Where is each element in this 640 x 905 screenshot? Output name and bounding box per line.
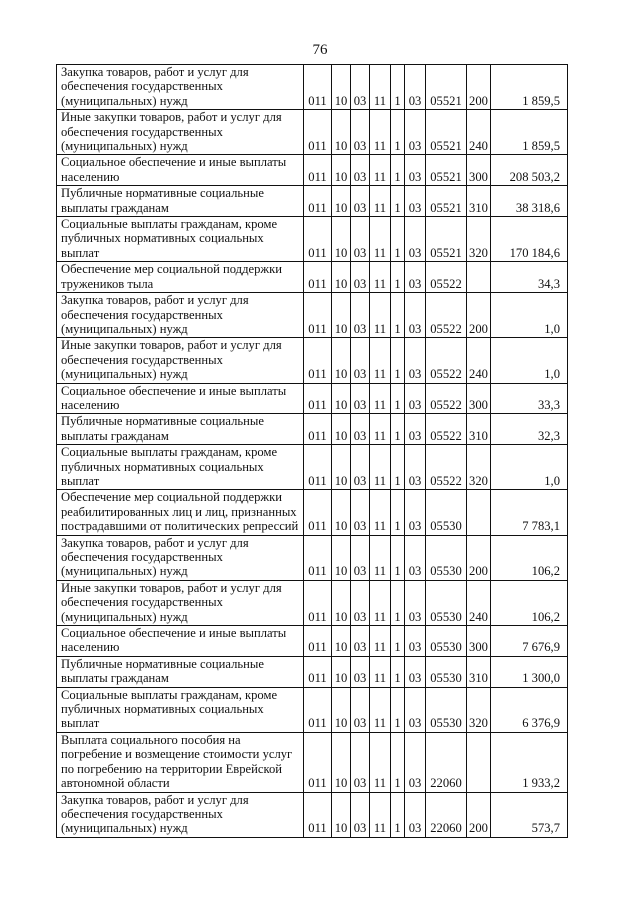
description-line: обеспечения государственных [61,806,223,821]
amount: 7 783,1 [491,490,568,535]
direction-code: 05522 [426,338,467,383]
direction-code: 22060 [426,792,467,837]
table-row [57,490,568,535]
page-number: 76 [312,42,328,58]
subprogram-code: 1 [391,186,405,217]
ministry-code: 011 [304,110,332,155]
description-line: Публичные нормативные социальные [61,414,264,429]
subsection-code: 03 [351,490,370,535]
description-line: (муниципальных) нужд [61,609,188,624]
program-code: 11 [370,414,391,445]
direction-code: 05530 [426,535,467,580]
description-line: выплаты гражданам [61,200,169,215]
description-line: обеспечения государственных [61,307,223,322]
description-line: Социальные выплаты гражданам, кроме [61,687,278,702]
ministry-code: 011 [304,580,332,625]
subsection-code: 03 [351,792,370,837]
subprogram-code: 1 [391,656,405,687]
section-code: 10 [332,626,351,657]
subsection-code: 03 [351,110,370,155]
section-code: 10 [332,732,351,792]
description-line: выплаты гражданам [61,671,169,686]
description-line: выплат [61,716,100,731]
subprogram-code: 1 [391,732,405,792]
row-description [57,383,304,414]
expense-type-code: 200 [467,293,491,338]
description-line: Закупка товаров, работ и услуг для [61,293,249,308]
direction-code: 05530 [426,626,467,657]
ministry-code: 011 [304,186,332,217]
direction-code: 05530 [426,490,467,535]
amount: 573,7 [491,792,568,837]
description-line: обеспечения государственных [61,124,223,139]
table-row [57,65,568,110]
section-code: 10 [332,490,351,535]
table-row [57,110,568,155]
description-line: Социальное обеспечение и иные выплаты [61,626,287,641]
subprogram-code: 1 [391,293,405,338]
amount: 38 318,6 [491,186,568,217]
ministry-code: 011 [304,217,332,262]
table-row [57,626,568,657]
program-code: 11 [370,535,391,580]
section-code: 10 [332,186,351,217]
description-line: Закупка товаров, работ и услуг для [61,65,249,79]
row-description [57,445,304,490]
description-line: выплаты гражданам [61,428,169,443]
description-line: Закупка товаров, работ и услуг для [61,535,249,550]
description-line: населению [61,397,120,412]
subsection-code: 03 [351,65,370,110]
expense-type-code: 320 [467,445,491,490]
expense-type-code [467,490,491,535]
description-line: выплат [61,473,100,488]
table-row [57,262,568,293]
ministry-code: 011 [304,490,332,535]
expense-type-code: 320 [467,687,491,732]
program-code: 11 [370,383,391,414]
description-line: Закупка товаров, работ и услуг для [61,792,249,807]
description-line: (муниципальных) нужд [61,564,188,579]
subprogram-code: 1 [391,490,405,535]
table-row [57,383,568,414]
description-line: публичных нормативных социальных [61,231,264,246]
direction-code: 05522 [426,293,467,338]
subprogram-code: 1 [391,338,405,383]
row-description [57,687,304,732]
subsection-code: 03 [351,217,370,262]
ministry-code: 011 [304,155,332,186]
program-code: 11 [370,445,391,490]
section-code: 10 [332,293,351,338]
description-line: (муниципальных) нужд [61,367,188,382]
section-code: 10 [332,792,351,837]
subsection-code: 03 [351,414,370,445]
table-row [57,414,568,445]
expense-type-code [467,732,491,792]
row-description [57,186,304,217]
row-description [57,262,304,293]
subprogram-code: 1 [391,65,405,110]
direction-code: 05530 [426,580,467,625]
event-code: 03 [405,186,426,217]
direction-code: 05521 [426,217,467,262]
event-code: 03 [405,262,426,293]
row-description [57,65,304,110]
description-line: обеспечения государственных [61,352,223,367]
description-line: тружеников тыла [61,276,154,291]
program-code: 11 [370,338,391,383]
direction-code: 05530 [426,687,467,732]
row-description [57,490,304,535]
event-code: 03 [405,445,426,490]
description-line: (муниципальных) нужд [61,139,188,154]
description-line: Социальное обеспечение и иные выплаты [61,383,287,398]
ministry-code: 011 [304,792,332,837]
description-line: (муниципальных) нужд [61,93,188,108]
section-code: 10 [332,414,351,445]
section-code: 10 [332,687,351,732]
expense-type-code: 200 [467,792,491,837]
expense-type-code: 200 [467,535,491,580]
section-code: 10 [332,656,351,687]
amount: 1,0 [491,445,568,490]
budget-table [56,64,568,838]
expense-type-code: 240 [467,338,491,383]
direction-code: 05522 [426,414,467,445]
amount: 33,3 [491,383,568,414]
amount: 7 676,9 [491,626,568,657]
table-row [57,293,568,338]
event-code: 03 [405,580,426,625]
expense-type-code: 200 [467,65,491,110]
direction-code: 05522 [426,383,467,414]
description-line: обеспечения государственных [61,550,223,564]
expense-type-code: 240 [467,110,491,155]
subprogram-code: 1 [391,217,405,262]
subsection-code: 03 [351,580,370,625]
amount: 1,0 [491,338,568,383]
section-code: 10 [332,580,351,625]
description-line: погребение и возмещение стоимости услуг [61,747,293,762]
program-code: 11 [370,110,391,155]
expense-type-code: 310 [467,656,491,687]
event-code: 03 [405,687,426,732]
description-line: населению [61,169,120,184]
row-description [57,338,304,383]
description-line: публичных нормативных социальных [61,702,264,717]
table-row [57,535,568,580]
subsection-code: 03 [351,445,370,490]
description-line: (муниципальных) нужд [61,321,188,336]
direction-code: 22060 [426,732,467,792]
program-code: 11 [370,262,391,293]
description-line: Иные закупки товаров, работ и услуг для [61,580,282,595]
program-code: 11 [370,217,391,262]
ministry-code: 011 [304,445,332,490]
section-code: 10 [332,217,351,262]
section-code: 10 [332,383,351,414]
event-code: 03 [405,490,426,535]
direction-code: 05521 [426,65,467,110]
section-code: 10 [332,535,351,580]
amount: 208 503,2 [491,155,568,186]
table-row [57,445,568,490]
amount: 1 859,5 [491,110,568,155]
program-code: 11 [370,186,391,217]
subprogram-code: 1 [391,414,405,445]
description-line: пострадавшими от политических репрессий [61,519,299,534]
description-line: Публичные нормативные социальные [61,656,264,671]
table-row [57,732,568,792]
subprogram-code: 1 [391,792,405,837]
program-code: 11 [370,687,391,732]
subsection-code: 03 [351,732,370,792]
amount: 1 859,5 [491,65,568,110]
program-code: 11 [370,490,391,535]
table-row [57,580,568,625]
ministry-code: 011 [304,293,332,338]
event-code: 03 [405,217,426,262]
event-code: 03 [405,626,426,657]
expense-type-code: 300 [467,626,491,657]
subsection-code: 03 [351,186,370,217]
row-description [57,110,304,155]
row-description [57,580,304,625]
event-code: 03 [405,792,426,837]
event-code: 03 [405,293,426,338]
subprogram-code: 1 [391,535,405,580]
program-code: 11 [370,792,391,837]
expense-type-code: 300 [467,155,491,186]
direction-code: 05521 [426,155,467,186]
ministry-code: 011 [304,687,332,732]
subprogram-code: 1 [391,110,405,155]
subprogram-code: 1 [391,580,405,625]
description-line: Социальные выплаты гражданам, кроме [61,217,278,232]
description-line: Социальные выплаты гражданам, кроме [61,445,278,460]
ministry-code: 011 [304,626,332,657]
event-code: 03 [405,155,426,186]
program-code: 11 [370,626,391,657]
event-code: 03 [405,535,426,580]
ministry-code: 011 [304,338,332,383]
subprogram-code: 1 [391,262,405,293]
ministry-code: 011 [304,65,332,110]
amount: 34,3 [491,262,568,293]
program-code: 11 [370,155,391,186]
program-code: 11 [370,580,391,625]
event-code: 03 [405,656,426,687]
description-line: Обеспечение мер социальной поддержки [61,262,282,277]
event-code: 03 [405,383,426,414]
description-line: публичных нормативных социальных [61,459,264,474]
direction-code: 05522 [426,445,467,490]
ministry-code: 011 [304,732,332,792]
section-code: 10 [332,445,351,490]
event-code: 03 [405,732,426,792]
amount: 170 184,6 [491,217,568,262]
direction-code: 05521 [426,186,467,217]
amount: 6 376,9 [491,687,568,732]
expense-type-code: 310 [467,186,491,217]
row-description [57,535,304,580]
table-row [57,656,568,687]
table-row [57,687,568,732]
subsection-code: 03 [351,656,370,687]
ministry-code: 011 [304,383,332,414]
subsection-code: 03 [351,383,370,414]
subsection-code: 03 [351,687,370,732]
event-code: 03 [405,414,426,445]
table-row [57,186,568,217]
expense-type-code: 320 [467,217,491,262]
row-description [57,414,304,445]
description-line: выплат [61,245,100,260]
description-line: обеспечения государственных [61,79,223,94]
subprogram-code: 1 [391,155,405,186]
program-code: 11 [370,293,391,338]
subsection-code: 03 [351,155,370,186]
description-line: Обеспечение мер социальной поддержки [61,490,282,505]
section-code: 10 [332,110,351,155]
subsection-code: 03 [351,293,370,338]
description-line: Выплата социального пособия на [61,732,241,747]
event-code: 03 [405,110,426,155]
amount: 1 933,2 [491,732,568,792]
description-line: населению [61,640,120,655]
expense-type-code [467,262,491,293]
row-description [57,626,304,657]
program-code: 11 [370,65,391,110]
event-code: 03 [405,338,426,383]
subsection-code: 03 [351,535,370,580]
subsection-code: 03 [351,626,370,657]
direction-code: 05521 [426,110,467,155]
description-line: Публичные нормативные социальные [61,186,264,201]
description-line: по погребению на территории Еврейской [61,761,282,776]
row-description [57,293,304,338]
description-line: Социальное обеспечение и иные выплаты [61,155,287,170]
subprogram-code: 1 [391,626,405,657]
program-code: 11 [370,732,391,792]
expense-type-code: 240 [467,580,491,625]
subprogram-code: 1 [391,445,405,490]
ministry-code: 011 [304,414,332,445]
description-line: (муниципальных) нужд [61,821,188,836]
program-code: 11 [370,656,391,687]
section-code: 10 [332,65,351,110]
amount: 106,2 [491,580,568,625]
subprogram-code: 1 [391,687,405,732]
table-row [57,792,568,837]
expense-type-code: 300 [467,383,491,414]
subsection-code: 03 [351,338,370,383]
ministry-code: 011 [304,656,332,687]
table-row [57,217,568,262]
description-line: обеспечения государственных [61,595,223,610]
row-description [57,656,304,687]
subprogram-code: 1 [391,383,405,414]
amount: 32,3 [491,414,568,445]
row-description [57,792,304,837]
subsection-code: 03 [351,262,370,293]
row-description [57,732,304,792]
section-code: 10 [332,338,351,383]
amount: 106,2 [491,535,568,580]
description-line: реабилитированных лиц и лиц, признанных [61,504,297,519]
ministry-code: 011 [304,535,332,580]
description-line: Иные закупки товаров, работ и услуг для [61,338,282,353]
row-description [57,217,304,262]
direction-code: 05522 [426,262,467,293]
amount: 1,0 [491,293,568,338]
section-code: 10 [332,155,351,186]
description-line: Иные закупки товаров, работ и услуг для [61,110,282,125]
description-line: автономной области [61,776,170,791]
table-row [57,155,568,186]
section-code: 10 [332,262,351,293]
row-description [57,155,304,186]
event-code: 03 [405,65,426,110]
expense-type-code: 310 [467,414,491,445]
ministry-code: 011 [304,262,332,293]
amount: 1 300,0 [491,656,568,687]
direction-code: 05530 [426,656,467,687]
table-row [57,338,568,383]
